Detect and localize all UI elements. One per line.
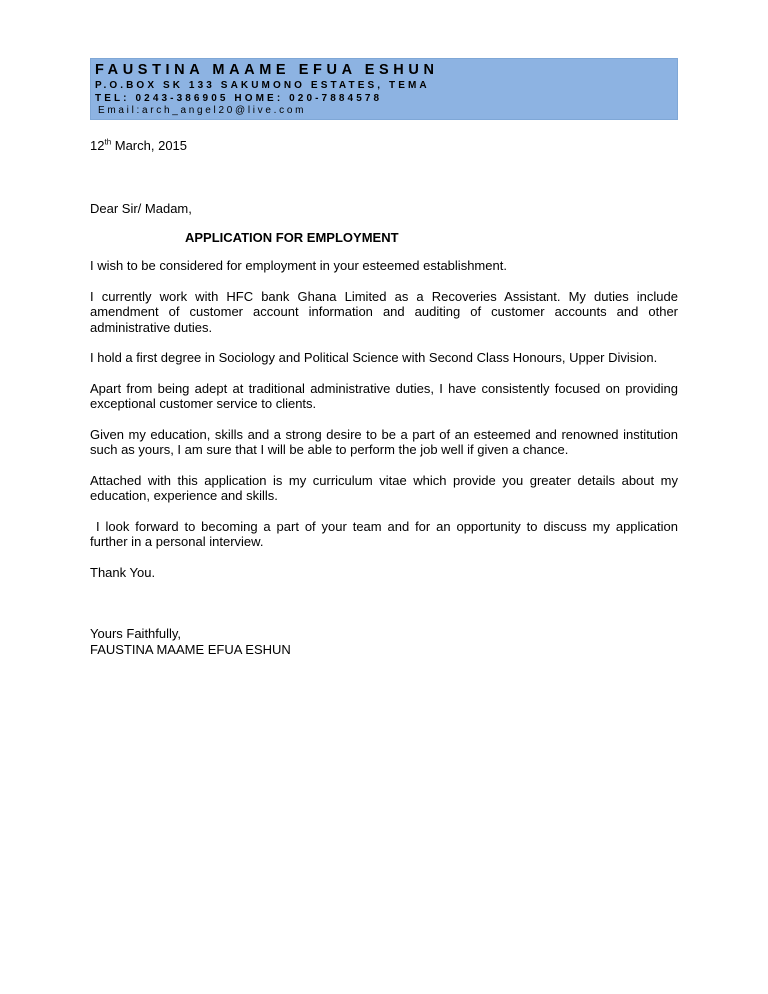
letterhead bbox=[90, 58, 678, 120]
paragraph-motivation: Given my education, skills and a strong desire to be a part of an esteemed and renowned institution such as yours, I am sure that I will be able to perform the job well if given a chance. bbox=[90, 426, 678, 457]
closing-phrase: Yours Faithfully, bbox=[90, 626, 182, 641]
paragraph-interview: I look forward to becoming a part of your team and for an opportunity to discuss my application further in a personal interview. bbox=[90, 518, 678, 549]
sender-email: Email:arch_angel20@live.com bbox=[98, 105, 307, 116]
paragraph-thanks: Thank You. bbox=[90, 564, 156, 580]
paragraph-attachment: Attached with this application is my curriculum vitae which provide you greater details about my education, experience and skills. bbox=[90, 472, 678, 503]
sender-address: P.O.BOX SK 133 SAKUMONO ESTATES, TEMA bbox=[95, 80, 430, 91]
salutation: Dear Sir/ Madam, bbox=[90, 201, 192, 216]
date-suffix: th bbox=[104, 137, 112, 147]
paragraph-intro: I wish to be considered for employment in your esteemed establishment. bbox=[90, 258, 507, 273]
sender-phone: TEL: 0243-386905 HOME: 020-7884578 bbox=[95, 92, 383, 104]
letter-page bbox=[90, 58, 678, 657]
signature-name: FAUSTINA MAAME EFUA ESHUN bbox=[90, 641, 291, 657]
paragraph-degree: I hold a first degree in Sociology and Political Science with Second Class Honours, Upper Division. bbox=[90, 350, 658, 365]
date-day: 12 bbox=[90, 137, 105, 153]
paragraph-skills: Apart from being adept at traditional administrative duties, I have consistently focused on providing exceptional customer service to clients. bbox=[90, 380, 678, 411]
paragraph-current-job: I currently work with HFC bank Ghana Limited as a Recoveries Assistant. My duties include amendment of customer account information and auditing of customer accounts and other administrative duties. bbox=[90, 288, 678, 335]
sender-name: FAUSTINA MAAME EFUA ESHUN bbox=[95, 62, 439, 78]
letter-date bbox=[90, 138, 678, 154]
date-rest: March, 2015 bbox=[111, 137, 188, 153]
subject-line: APPLICATION FOR EMPLOYMENT bbox=[185, 229, 399, 245]
